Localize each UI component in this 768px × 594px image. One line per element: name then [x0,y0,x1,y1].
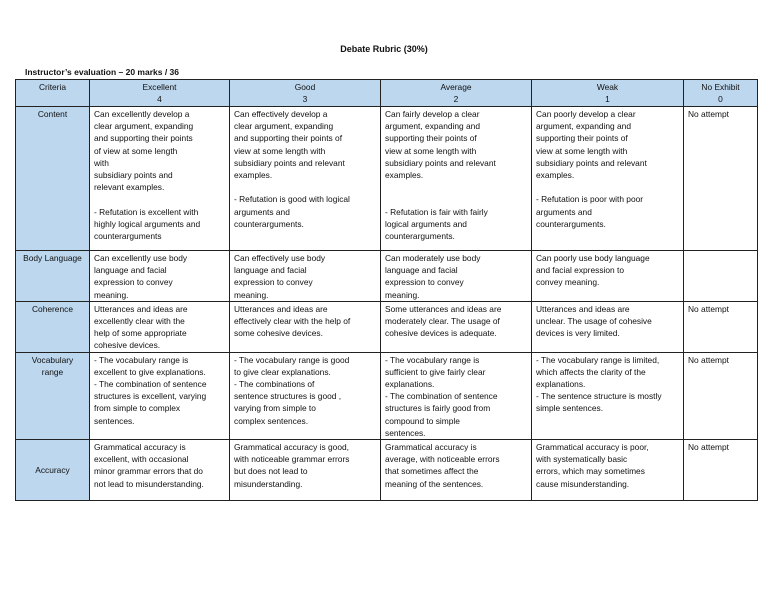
rubric-cell: No attempt [684,352,758,439]
rubric-cell: Grammatical accuracy is good, with noticeable grammar errors but does not lead to misunderstanding. [230,440,381,501]
rubric-cell: Can poorly use body language and facial expression to convey meaning. [532,251,684,302]
rubric-cell: Can moderately use body language and facial expression to convey meaning. [381,251,532,302]
criterion-label: Content [16,107,90,251]
document-title: Debate Rubric (30%) [340,44,428,54]
rubric-cell: No attempt [684,301,758,352]
rubric-cell: - The vocabulary range is good to give clear explanations. - The combinations of sentence structures is good , varying from simple to complex sentences. [230,352,381,439]
rubric-cell: Some utterances and ideas are moderately clear. The usage of cohesive devices is adequate. [381,301,532,352]
level-name: Average [440,82,472,92]
header-row [16,80,758,107]
rubric-cell: No attempt [684,440,758,501]
table-row [16,107,758,251]
rubric-cell: Grammatical accuracy is average, with noticeable errors that sometimes affect the meaning of the sentences. [381,440,532,501]
rubric-cell: Can effectively use body language and facial expression to convey meaning. [230,251,381,302]
rubric-cell: Grammatical accuracy is excellent, with occasional minor grammar errors that do not lead to misunderstanding. [90,440,230,501]
rubric-cell: Can fairly develop a clear argument, expanding and supporting their points of view at some length with subsidiary points and relevant examples. - Refutation is fair with fairly logical arguments and counterarguments. [381,107,532,251]
level-score: 1 [605,94,610,105]
rubric-table [15,79,758,501]
criterion-label: Accuracy [16,440,90,501]
header-level [381,80,532,107]
rubric-cell: Can excellently use body language and facial expression to convey meaning. [90,251,230,302]
rubric-cell: Can effectively develop a clear argument, expanding and supporting their points of view at some length with subsidiary points and relevant examples. - Refutation is good with logical arguments and counterarguments. [230,107,381,251]
header-level [684,80,758,107]
rubric-cell: - The vocabulary range is limited, which affects the clarity of the explanations. - The sentence structure is mostly simple sentences. [532,352,684,439]
level-score: 2 [453,94,459,105]
rubric-cell: Grammatical accuracy is poor, with systematically basic errors, which may sometimes cause misunderstanding. [532,440,684,501]
level-name: Weak [596,82,619,92]
rubric-cell: Utterances and ideas are excellently clear with the help of some appropriate cohesive devices. [90,301,230,352]
level-name: Excellent [142,82,177,92]
criterion-label: Coherence [16,301,90,352]
evaluation-label: Instructor’s evaluation – 20 marks / 36 [25,67,180,77]
rubric-cell: Can excellently develop a clear argument, expanding and supporting their points of view at some length with subsidiary points and relevant examples. - Refutation is excellent with highly logical arguments and counterarguments [90,107,230,251]
level-score: 0 [718,94,723,105]
rubric-cell: - The vocabulary range is excellent to give explanations. - The combination of sentence structures is excellent, varying from simple to complex sentences. [90,352,230,439]
level-name: No Exhibit [701,82,740,92]
level-score: 3 [302,94,308,105]
criterion-label: Body Language [16,251,90,302]
level-name: Good [294,82,316,92]
rubric-cell [684,251,758,302]
table-row [16,352,758,439]
table-row [16,440,758,501]
rubric-cell: Utterances and ideas are effectively clear with the help of some cohesive devices. [230,301,381,352]
criterion-label: Vocabulary range [16,352,90,439]
table-row [16,251,758,302]
header-criteria: Criteria [16,80,90,107]
table-row [16,301,758,352]
level-score: 4 [157,94,162,105]
header-level [230,80,381,107]
rubric-cell: Utterances and ideas are unclear. The usage of cohesive devices is very limited. [532,301,684,352]
rubric-cell: - The vocabulary range is sufficient to give fairly clear explanations. - The combination of sentence structures is fairly good from compound to simple sentences. [381,352,532,439]
header-level [90,80,230,107]
rubric-cell: Can poorly develop a clear argument, expanding and supporting their points of view at some length with subsidiary points and relevant examples. - Refutation is poor with poor arguments and counterarguments. [532,107,684,251]
header-level [532,80,684,107]
rubric-cell: No attempt [684,107,758,251]
